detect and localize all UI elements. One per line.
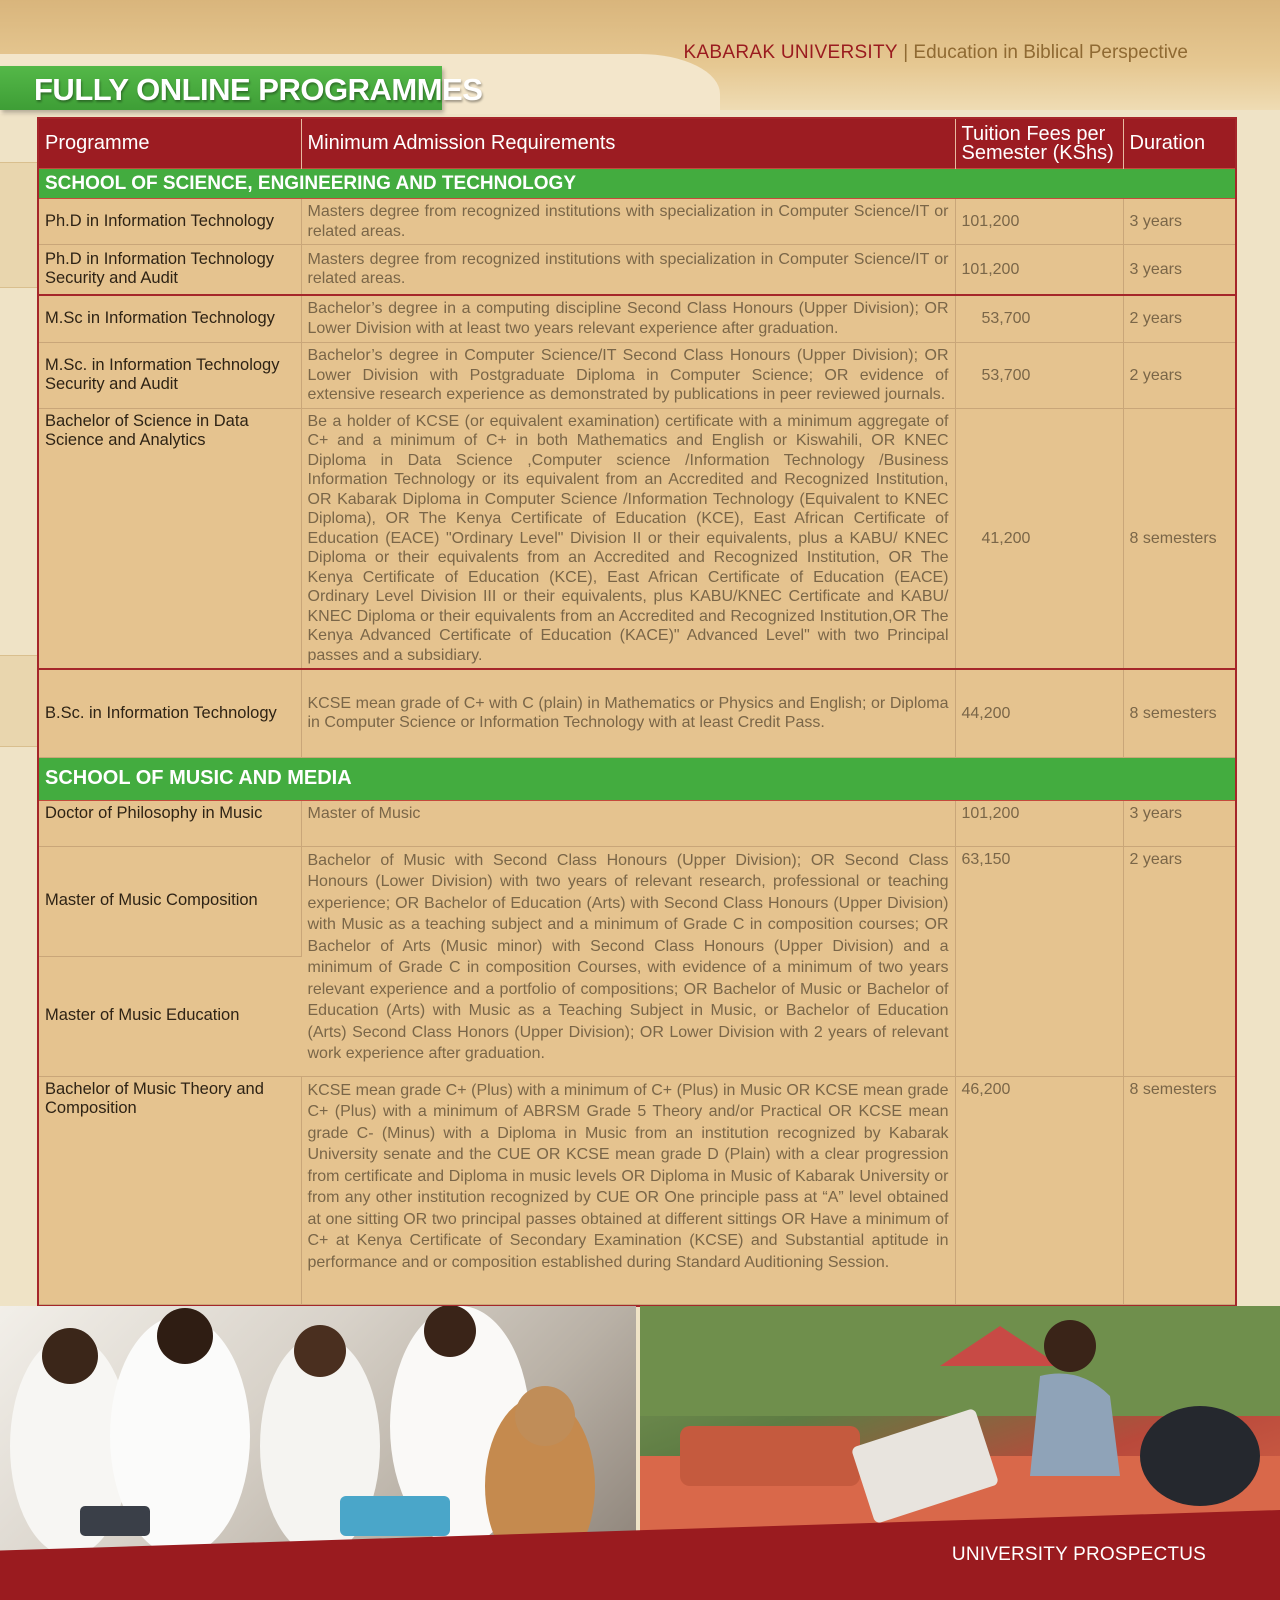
- programme-name: Ph.D in Information Technology Security and Audit: [39, 245, 301, 295]
- university-tagline: Education in Biblical Perspective: [913, 42, 1188, 63]
- duration: 2 years: [1123, 343, 1235, 409]
- header-separator: |: [903, 42, 909, 63]
- duration: 2 years: [1123, 295, 1235, 343]
- admission-requirements: Bachelor’s degree in a computing discipline Second Class Honours (Upper Division); OR Lower Division with at least two years relevant experience after graduation.: [301, 295, 955, 343]
- tuition-fee: 44,200: [955, 669, 1123, 757]
- column-header-requirements: Minimum Admission Requirements: [301, 119, 955, 169]
- programme-name: Master of Music Composition: [39, 846, 301, 956]
- table-row: [39, 800, 1235, 846]
- admission-requirements: KCSE mean grade of C+ with C (plain) in Mathematics or Physics and English; or Diploma in Computer Science or Information Technology with at least Credit Pass.: [301, 669, 955, 757]
- table-row: [39, 408, 1235, 669]
- tuition-fee: 46,200: [955, 1076, 1123, 1304]
- tuition-fee: 53,700: [955, 295, 1123, 343]
- table-row: [39, 199, 1235, 245]
- admission-requirements: Be a holder of KCSE (or equivalent examination) certificate with a minimum aggregate of C+ and a minimum of C+ in both Mathematics and English or Kiswahili, OR KNEC Diploma in Data Science ,Computer science /Information Technology /Business Information Technology or its equivalent from an Accredited and Recognized Institution, OR Kabarak Diploma in Computer Science /Information Technology (Equivalent to KNEC Diploma), OR The Kenya Certificate of Education (KCE), East African Certificate of Education (EACE) "Ordinary Level" Division II or their equivalents, plus a KABU/ KNEC Diploma or their equivalents from an Accredited and Recognized Institution, OR The Kenya Certificate of Education (KCE), East African Certificate of Education (EACE) Ordinary Level Division III or their equivalents, plus KABU/KNEC Certificate and KABU/ KNEC Diploma or their equivalents from an Accredited and Recognized Institution,OR The Kenya Advanced Certificate of Education (KACE)" Advanced Level" with two Principal passes and a subsidiary.: [301, 408, 955, 669]
- programmes-table: [37, 117, 1237, 1307]
- duration: 8 semesters: [1123, 1076, 1235, 1304]
- programme-name: Bachelor of Science in Data Science and Analytics: [39, 408, 301, 669]
- column-header-programme: Programme: [39, 119, 301, 169]
- column-header-duration: Duration: [1123, 119, 1235, 169]
- tuition-fee: 41,200: [955, 408, 1123, 669]
- duration: 8 semesters: [1123, 669, 1235, 757]
- admission-requirements: Masters degree from recognized institutions with specialization in Computer Science/IT or related areas.: [301, 245, 955, 295]
- table-row: [39, 245, 1235, 295]
- section-banner: [0, 66, 483, 110]
- school-heading: SCHOOL OF MUSIC AND MEDIA: [39, 757, 1235, 800]
- page-header: [683, 42, 1188, 64]
- tuition-fee: 63,150: [955, 846, 1123, 1076]
- table-row: [39, 295, 1235, 343]
- column-header-fees: Tuition Fees per Semester (KShs): [955, 119, 1123, 169]
- table-header-row: [39, 119, 1235, 169]
- duration: 3 years: [1123, 245, 1235, 295]
- tuition-fee: 101,200: [955, 245, 1123, 295]
- tuition-fee: 101,200: [955, 199, 1123, 245]
- school-heading-row: [39, 757, 1235, 800]
- programme-name: Ph.D in Information Technology: [39, 199, 301, 245]
- programme-name: Bachelor of Music Theory and Composition: [39, 1076, 301, 1304]
- duration: 3 years: [1123, 199, 1235, 245]
- table-row: [39, 669, 1235, 757]
- side-tab: [0, 655, 38, 747]
- programme-name: Doctor of Philosophy in Music: [39, 800, 301, 846]
- admission-requirements: Bachelor’s degree in Computer Science/IT Second Class Honours (Upper Division); OR Lower Division with Postgraduate Diploma in Computer Science; OR evidence of extensive research experience as demonstrated by publications in peer reviewed journals.: [301, 343, 955, 409]
- side-tab: [0, 162, 38, 288]
- duration: 3 years: [1123, 800, 1235, 846]
- table-row: [39, 1076, 1235, 1304]
- students-lab-illustration: [0, 1306, 636, 1556]
- programme-name: B.Sc. in Information Technology: [39, 669, 301, 757]
- tuition-fee: 53,700: [955, 343, 1123, 409]
- admission-requirements: KCSE mean grade C+ (Plus) with a minimum of C+ (Plus) in Music OR KCSE mean grade C+ (Plus) with a minimum of ABRSM Grade 5 Theory and/or Practical OR KCSE mean grade C- (Minus) with a Diploma in Music from an institution recognized by Kabarak University senate and the CUE OR KCSE mean grade D (Plain) with a clear progression from certificate and Diploma in music levels OR Diploma in Music of Kabarak University or from any other institution recognized by CUE OR One principle pass at “A” level obtained at one sitting OR two principal passes obtained at different sittings OR Have a minimum of C+ at Kenya Certificate of Secondary Examination (KCSE) and Substantial aptitude in performance and or composition established during Standard Auditioning Session.: [301, 1076, 955, 1304]
- tuition-fee: 101,200: [955, 800, 1123, 846]
- school-heading: SCHOOL OF SCIENCE, ENGINEERING AND TECHNOLOGY: [39, 169, 1235, 199]
- duration: 8 semesters: [1123, 408, 1235, 669]
- school-heading-row: [39, 169, 1235, 199]
- table-row: [39, 846, 1235, 956]
- admission-requirements: Masters degree from recognized institutions with specialization in Computer Science/IT or related areas.: [301, 199, 955, 245]
- footer-label: UNIVERSITY PROSPECTUS: [951, 1544, 1206, 1565]
- programme-name: M.Sc. in Information Technology Security and Audit: [39, 343, 301, 409]
- university-name: KABARAK UNIVERSITY: [683, 42, 898, 63]
- admission-requirements: Master of Music: [301, 800, 955, 846]
- admission-requirements: Bachelor of Music with Second Class Honours (Upper Division); OR Second Class Honours (Lower Division) with two years of relevant research, professional or teaching experience; OR Bachelor of Education (Arts) with Second Class Honours (Upper Division) with Music as a teaching subject and a minimum of Grade C in composition courses; OR Bachelor of Arts (Music minor) with Second Class Honours (Upper Division) and a minimum of Grade C in composition Courses, with evidence of a minimum of two years relevant experience and a portfolio of compositions; OR Bachelor of Music or Bachelor of Education (Arts) with Music as a Teaching Subject in Music, or Bachelor of Education (Arts) Second Class Honors (Upper Division); OR Lower Division with 2 years of relevant work experience after graduation.: [301, 846, 955, 1076]
- section-title: FULLY ONLINE PROGRAMMES: [34, 72, 483, 107]
- programme-name: M.Sc in Information Technology: [39, 295, 301, 343]
- table-row: [39, 343, 1235, 409]
- programme-name: Master of Music Education: [39, 956, 301, 1076]
- duration: 2 years: [1123, 846, 1235, 1076]
- students-lab-photo: [0, 1306, 636, 1556]
